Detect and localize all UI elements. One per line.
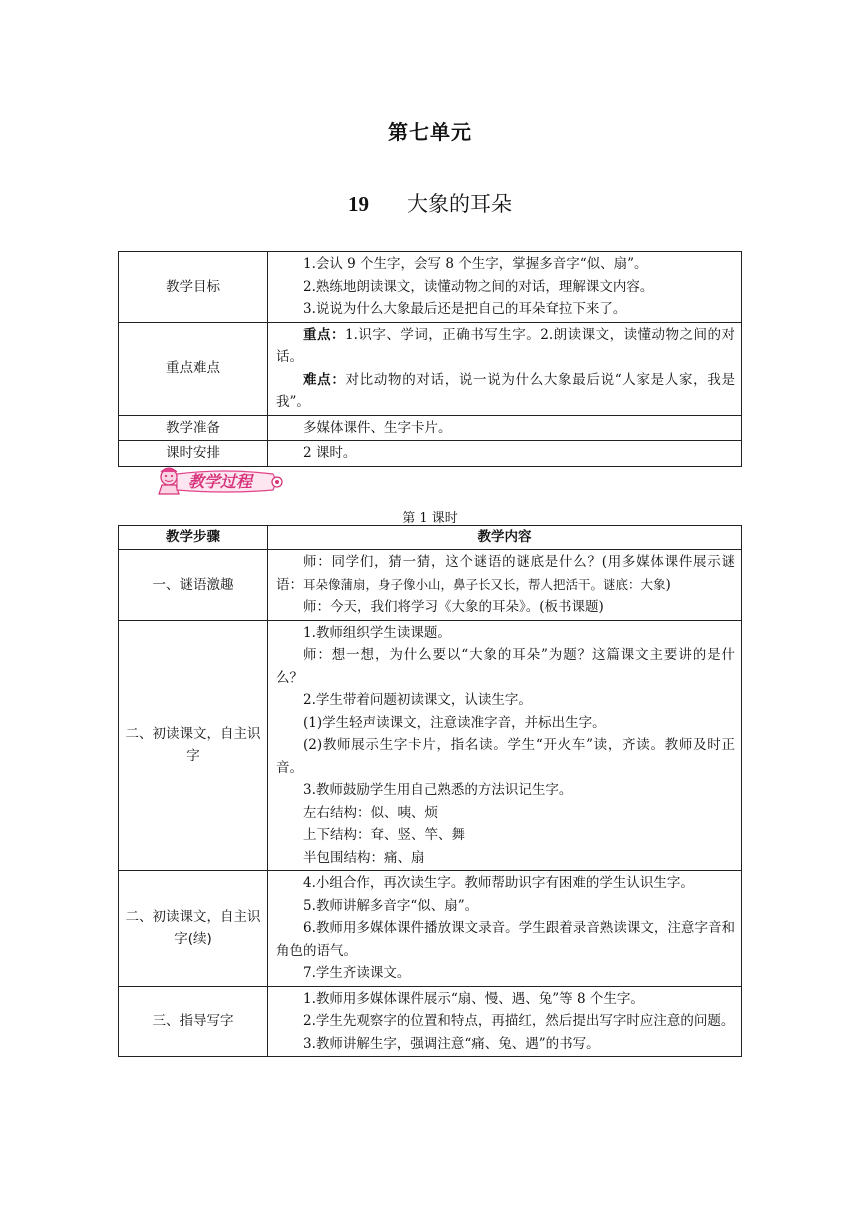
step-line: (1)学生轻声读课文，注意读准字音，并标出生字。 (303, 714, 606, 731)
preparation-text: 多媒体课件、生字卡片。 (303, 419, 452, 436)
step-line: 上下结构：耷、竖、竿、舞 (303, 827, 465, 843)
step-line: 4.小组合作，再次读生字。教师帮助识字有困难的学生认识生字。 (303, 875, 694, 891)
table-header-row (119, 526, 742, 550)
period-label: 第 1 课时 (402, 511, 458, 526)
row-label-key-points: 重点难点 (119, 322, 268, 415)
flower-icon (272, 477, 282, 487)
key-points-content (268, 322, 742, 415)
unit-title: 第七单元 (388, 120, 472, 144)
step-line: (2)教师展示生字卡片，指名读。学生“开火车”读，齐读。教师及时正音。 (276, 737, 735, 776)
goal-line: 3.说说为什么大象最后还是把自己的耳朵耷拉下来了。 (303, 301, 627, 317)
step-line: 7.学生齐读课文。 (303, 965, 411, 981)
table-row (119, 550, 742, 621)
step-line: 1.教师组织学生读课题。 (303, 624, 451, 641)
goal-line: 2.熟练地朗读课文，读懂动物之间的对话，理解课文内容。 (303, 278, 654, 295)
goal-line: 1.会认 9 个生字，会写 8 个生字，掌握多音字“似、扇”。 (303, 256, 648, 272)
step-line: 师：今天，我们将学习《大象的耳朵》。(板书课题) (303, 599, 604, 615)
step-line: 6.教师用多媒体课件播放课文录音。学生跟着录音熟读课文，注意字音和角色的语气。 (276, 920, 735, 959)
hard-text: 对比动物的对话，说一说为什么大象最后说“人家是人家，我是我”。 (276, 371, 736, 410)
schedule-text: 2 课时。 (303, 445, 357, 461)
cartoon-figure-icon (159, 468, 179, 494)
step-line: 5.教师讲解多音字“似、扇”。 (303, 897, 479, 914)
step-line: 半包围结构：痛、扇 (303, 849, 425, 866)
row-label-goals: 教学目标 (119, 252, 268, 323)
step-content (268, 986, 742, 1057)
step-line: 2.学生带着问题初读课文，认读生字。 (303, 692, 532, 708)
row-label-schedule: 课时安排 (119, 441, 268, 467)
table-row (119, 871, 742, 987)
step-label: 二、初读课文，自主识字 (119, 620, 268, 871)
table-row (119, 322, 742, 415)
key-text: 1.识字、学词，正确书写生字。2.朗读课文，读懂动物之间的对话。 (276, 326, 736, 365)
step-line: 左右结构：似、咦、烦 (303, 804, 438, 821)
teaching-process-banner (155, 466, 285, 496)
lesson-name: 大象的耳朵 (407, 192, 512, 216)
step-line: 师：想一想，为什么要以“大象的耳朵”为题？这篇课文主要讲的是什么？ (276, 647, 735, 686)
table-row (119, 620, 742, 871)
table-row (119, 252, 742, 323)
step-content (268, 550, 742, 621)
riddle-intro: 师：同学们，猜一猜，这个谜语的谜底是什么？(用多媒体课件展示谜语： (276, 554, 735, 593)
step-label: 一、谜语激趣 (119, 550, 268, 621)
step-line: 3.教师鼓励学生用自己熟悉的方法识记生字。 (303, 782, 573, 798)
column-header-step: 教学步骤 (119, 526, 268, 550)
riddle-close: ) (665, 576, 671, 593)
table-row (119, 986, 742, 1057)
step-line: 1.教师用多媒体课件展示“扇、慢、遇、兔”等 8 个生字。 (303, 990, 644, 1007)
goals-content (268, 252, 742, 323)
lesson-title (0, 188, 860, 218)
hard-label: 难点： (303, 371, 346, 388)
step-line: 2.学生先观察字的位置和特点，再描红，然后提出写字时应注意的问题。 (303, 1013, 735, 1029)
lesson-number: 19 (348, 192, 369, 216)
step-content (268, 871, 742, 987)
step-content (268, 620, 742, 871)
table-row (119, 415, 742, 441)
step-label: 二、初读课文，自主识字(续) (119, 871, 268, 987)
column-header-content: 教学内容 (268, 526, 742, 550)
riddle-text: 耳朵像蒲扇，身子像小山，鼻子长又长，帮人把活干。谜底：大象 (303, 576, 666, 592)
teaching-process-table (118, 525, 742, 1057)
step-line: 3.教师讲解生字，强调注意“痛、兔、遇”的书写。 (303, 1035, 600, 1052)
table-row (119, 441, 742, 467)
row-label-preparation: 教学准备 (119, 415, 268, 441)
step-label: 三、指导写字 (119, 986, 268, 1057)
banner-text: 教学过程 (188, 472, 253, 491)
key-label: 重点： (303, 326, 345, 343)
lesson-overview-table (118, 251, 742, 467)
